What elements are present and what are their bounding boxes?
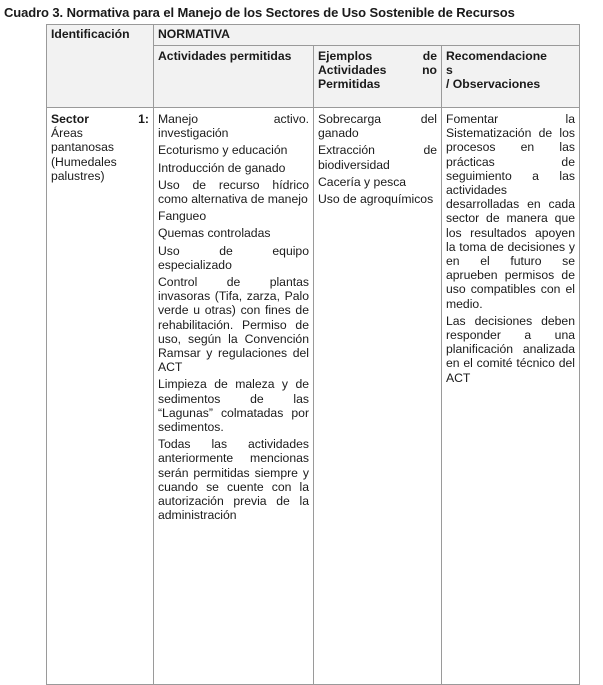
observaciones-line: / Observaciones bbox=[446, 77, 541, 92]
permitida-item: Uso de equipo especializado bbox=[158, 243, 309, 272]
ejemplos-word: Ejemplos bbox=[318, 49, 373, 63]
permitida-item: Control de plantas invasoras (Tifa, zarza, Palo verde u otras) con fines de rehabilitación. Permiso de uso, según la Convención Ramsar y regulaciones del ACT bbox=[158, 275, 309, 375]
header-ejemplos-no-permitidas bbox=[314, 46, 442, 108]
permitida-item: Limpieza de maleza y de sedimentos de las “Lagunas” colmatadas por sedimentos. bbox=[158, 377, 309, 435]
ejemplos-de-word: de bbox=[422, 49, 437, 63]
recomendaciones-line2: s bbox=[446, 63, 453, 78]
permitida-item: Introducción de ganado bbox=[158, 160, 286, 175]
table-caption: Cuadro 3. Normativa para el Manejo de los Sectores de Uso Sostenible de Recursos bbox=[4, 5, 515, 20]
header-identificacion: Identificación bbox=[47, 25, 154, 108]
normativa-table bbox=[46, 24, 580, 685]
permitidas-cell bbox=[154, 108, 314, 685]
sector-number: 1: bbox=[138, 112, 149, 126]
no-permitidas-cell bbox=[314, 108, 442, 685]
header-actividades-permitidas: Actividades permitidas bbox=[154, 46, 314, 108]
observaciones-cell bbox=[442, 108, 580, 685]
actividades-word: Actividades bbox=[318, 63, 387, 78]
permitida-item: Fangueo bbox=[158, 209, 207, 224]
no-permitida-item: Extracción de biodiversidad bbox=[318, 143, 437, 172]
sector-label: Sector bbox=[51, 112, 89, 126]
permitida-item: Todas las actividades anteriormente mencionas serán permitidas siempre y cuando se cuente con la autorización previa de la administración bbox=[158, 437, 309, 523]
header-recomendaciones bbox=[442, 46, 580, 108]
no-permitida-item: Uso de agroquímicos bbox=[318, 192, 434, 207]
observacion-item: Fomentar la Sistematización de los procesos en las prácticas de seguimiento a las actividades desarrolladas en cada sector de manera que los resultados apoyen la toma de decisiones y en el futuro se aprueben permisos de uso compatibles con el medio. bbox=[446, 112, 575, 311]
permitida-item: Manejo activo. investigación bbox=[158, 112, 309, 141]
permitidas-word: Permitidas bbox=[318, 77, 381, 92]
permitida-item: Ecoturismo y educación bbox=[158, 143, 288, 158]
permitida-item: Uso de recurso hídrico como alternativa de manejo bbox=[158, 177, 309, 207]
no-permitida-item: Sobrecarga del ganado bbox=[318, 112, 437, 141]
recomendaciones-line1: Recomendacione bbox=[446, 49, 547, 63]
observacion-item: Las decisiones deben responder a una planificación analizada en el comité técnico del ACT bbox=[446, 313, 575, 385]
sector-name: Áreas pantanosas (Humedales palustres) bbox=[51, 126, 117, 183]
permitida-item: Quemas controladas bbox=[158, 226, 271, 241]
no-permitida-item: Cacería y pesca bbox=[318, 174, 407, 189]
header-normativa: NORMATIVA bbox=[154, 25, 580, 46]
sector-cell bbox=[47, 108, 154, 685]
no-word: no bbox=[422, 63, 437, 78]
